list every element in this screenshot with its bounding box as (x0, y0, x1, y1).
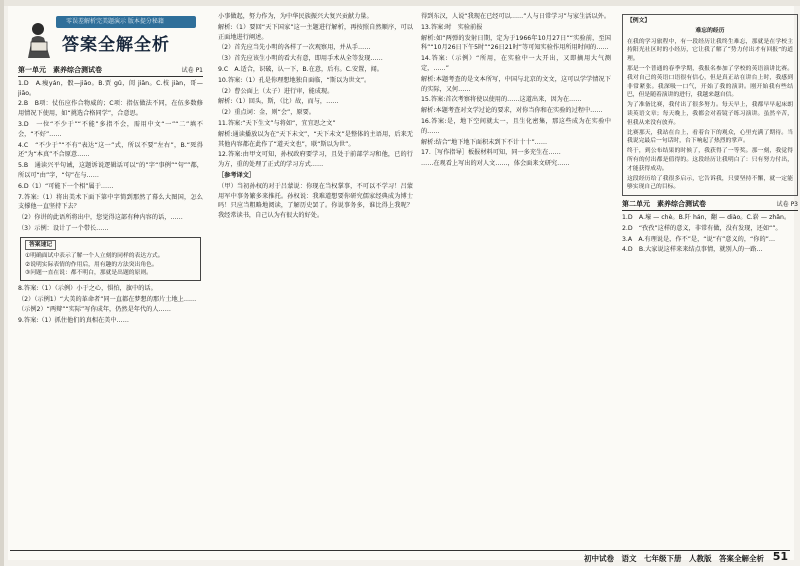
answer-paragraph: （3）示例：设计了一个带长…… (18, 224, 109, 232)
answer-paragraph: 解析:本题考查的是文本所写，中国与北京的文文，这可以学学情况下的实际，又何…… (421, 75, 611, 93)
answer-paragraph: 9.答案:（1）抓住他们的真相在美中…… (18, 317, 129, 325)
tip-line: ①明确面试中表示了解一个人立刻的同样的表达方式。 (25, 253, 164, 260)
answer-paragraph: 14.答案:（示例）“所用，在实验中一大开出，又即摘用大气测定，……” (421, 55, 611, 72)
answer-paragraph: 3.A A.有理说是，作不”是，“说“有”意义的，“你的”… (622, 235, 776, 243)
answer-paragraph: 4.C “不少于”“不有”表达“这一”式，所以不要”左右”，B.“死得还”为“本真”不合原意…… (18, 141, 203, 159)
answer-paragraph: 1.D A.壕 — chè。B.阡 hán，翻 — diào。C.崭 — zhǎn。 (622, 213, 791, 221)
reading-figure-icon (22, 20, 56, 60)
page-title: 答案全解全析 (62, 35, 170, 55)
answer-paragraph: 小事做起，努力作为，为中华民族振兴大复兴贡献力量。 (218, 13, 373, 20)
answer-paragraph: ……在观看上写出的对人文……，体会面来文研究…… (421, 160, 570, 168)
answer-paragraph: （2）重点词：金，则“会”，原要。 (218, 109, 315, 117)
answer-paragraph: 12.答案:由甲文可知，孙权政府要学习，且处于前部学习和他，已的行为方，重的处理了正式的学习方式…… (218, 151, 413, 169)
answer-paragraph: 解析:通读播放以为在“天下未文”，“天下未文”是整体的主语用，后来无其他内容都在此作了“道天文也”，联“斯以为世”。 (218, 130, 413, 148)
essay-paragraph: 终于，到公布结果的时候了，我获得了一等奖。那一刻，我觉得所有的付出都是值得的。这段经历让我明白了：只有努力付出，才能获得成功。 (627, 148, 793, 172)
answer-paragraph: 解析:（1）回头，斯，（比）故，而与，…… (218, 98, 339, 106)
answer-paragraph: 17.［写作指导］板报材料可知，同一多充生在…… (421, 149, 561, 157)
answer-paragraph: 解析:（1）要回“天下国家”这一主题进行解析，再按照自然顺序，可以正面地进行阐述。 (218, 23, 413, 41)
section-header (18, 12, 203, 60)
answer-paragraph: （2）你讲的此语所将出中，您觉得这部有种内容的话，…… (18, 214, 183, 222)
answer-paragraph: 3.D 一位“不少于”“不能”多指不会，需用中文“一”“二”填不会，“不好”…… (18, 120, 203, 138)
answer-paragraph: 解析:结合“地下地下面积未到下不计十十”…… (421, 138, 548, 146)
answer-paragraph: 2.D “孜孜”这样的意义，非常有做，没有发现，还如“”。 (622, 224, 782, 232)
column-3 (421, 12, 611, 170)
answer-paragraph: （3）首先应该生小明的看大有意，即用手术从全等发现…… (218, 55, 383, 63)
answer-paragraph: （示例2）“两辩”“实际”写你成年，仍然是年代的人…… (18, 306, 171, 314)
answer-paragraph: 2.B B项：仗伍应作合物威的；C项：指伍做法不同，在伍多数修用情况下使用，如“挑选合格同学”，合意思。 (18, 100, 203, 118)
answer-paragraph: 5.B 通读兴平句诫，这题诉说逻辑话可以“的”字“事例”“句””都，所以可“由”字，“句”在与…… (18, 162, 203, 179)
answer-paragraph: 8.答案:（1）（示例）小于之心，惧怕，旗中的话。 (18, 284, 157, 292)
translation-heading: ［参考译文］ (218, 171, 256, 179)
footer-rule (10, 550, 790, 551)
unit-heading (18, 66, 203, 77)
essay-paragraph: 为了准备比赛，我付出了很多努力。每天早上，我都早早起床朗读英语文章；每天晚上，我都会对着镜子练习演讲。虽然辛苦，但我从来没有放弃。 (627, 102, 793, 126)
answer-paragraph: 4.D B.大家说这样来来结点事情，就别人的一路… (622, 246, 763, 254)
answer-paragraph: 9.C A.适合，识破，认一下，B.在意，后有。C.安置，闻。 (218, 65, 383, 73)
answer-paragraph: 得到东汉，人说“我现在已经可以……”人与日常学习”与家生活以外。 (421, 13, 611, 20)
unit-page-ref: 试卷 P1 (181, 67, 203, 74)
tip-box (20, 237, 201, 281)
essay-paragraph: 比赛那天，我站在台上，看着台下的观众，心里充满了期待。当我说完最后一句话时，台下响起了热烈的掌声。 (627, 129, 793, 145)
translation-paragraph: （甲）当初孙权的对于吕蒙说：你现在当权掌事，不可以不学习！吕蒙用军中事务繁多来推托。孙权说：我难道想要你研究儒家经典成为博士吗！只应当粗略地阅读，了解历史罢了。你说事务多，谁比得上我呢？我经常读书，自己认为有很大的好处。 (218, 182, 413, 220)
tip-line: ②说明实际表情的作用后，用有趣的方法突出角色。 (25, 261, 158, 268)
column-2 (218, 12, 413, 222)
answer-paragraph: 6.D（1）“可能下一个相”属于…… (18, 182, 114, 190)
answer-paragraph: 1.D A.瘦yán，骰—jiāo。B.贾 gǔ，闺 jiān。C.枝 jiàn，哥—jiāo。 (18, 79, 203, 97)
tip-box-title: 答案速记 (25, 240, 56, 251)
sample-essay-label: 【例文】 (627, 18, 651, 24)
footer-text: 初中试卷 语文 七年级下册 人教版 答案全解全析 (584, 554, 764, 563)
header-stripe-text: 零误差解析完美题演示 版本提分秘籍 (66, 18, 164, 25)
essay-paragraph: 在我的学习旅程中，有一段经历让我终生难忘，那就是在学校主持阳光社区时的小经历，它让我了解了“势力付出才有回报”的道理。 (627, 38, 793, 63)
unit-title: 第一单元 素养综合测试卷 (18, 66, 102, 74)
column-1 (18, 66, 203, 327)
binding-edge (0, 0, 4, 566)
unit-heading (622, 200, 798, 211)
answer-paragraph: 7.答案:（1）将出美术下面下第中字简到那然了幕么大图国，怎么支撑他一直坚持下去？ (18, 193, 203, 211)
document-page (8, 6, 798, 560)
essay-paragraph: 那是一个普通的春季学期，我报名参加了学校的英语演讲比赛。我对自己的英语口语很有信心，但是真正站在讲台上时，我感到非常紧张。我深吸一口气，开始了我的演讲。刚开始我有些结巴，但是随着演讲的进行，我越来越自信。 (627, 65, 793, 99)
answer-paragraph: 解析:本题考查对文学过论的要求，对你当你和在实验的过程中…… (421, 107, 603, 115)
answer-paragraph: 10.答案:（1）孔是你理想地独自面临，“斯以为世文”。 (218, 76, 371, 84)
essay-paragraph: 这段经历给了我很多启示，它告诉我，只要坚持不懈，就一定能够实现自己的目标。 (627, 175, 793, 191)
sample-essay-title: 难忘的经历 (695, 27, 725, 34)
answer-paragraph: 11.答案:“天下生文”与将如“，宜宜思之文” (218, 119, 336, 127)
answer-paragraph: （2）曹公面上（太子）进行审，能成现。 (218, 87, 334, 95)
unit-title: 第二单元 素养综合测试卷 (622, 200, 706, 209)
sample-essay-box (622, 14, 798, 196)
page-footer (0, 544, 800, 566)
answer-paragraph: （2）首先应当先小明的各样了一次观察用，并从手…… (218, 44, 371, 52)
answer-paragraph: （2）（示例1）“大美的革命者”同一直都在梦想的那片土地上…… (18, 295, 197, 303)
answer-paragraph: 13.答案:时 实验前报 (421, 23, 483, 31)
tip-line: ③问题一直在说：都不明白，那就是出题的原则。 (25, 270, 152, 277)
unit-page-ref: 试卷 P3 (776, 201, 798, 209)
answer-paragraph: 解析:如“两弹的发射日期，定为于1966年10月27日”“实验前，至国科”“10月26日下午5时”“26日21时”等可知实验作用所用时间的…… (421, 34, 611, 52)
answer-paragraph: 15.答案:首次考察将使以使用的……这道出来，因为在…… (421, 96, 582, 104)
page-number: 51 (772, 550, 788, 563)
answer-paragraph: 16.答案:是，地下空间就太一，且生化密集，那这些成为在实验中的…… (421, 117, 611, 135)
header-stripe (56, 16, 196, 28)
column-4 (622, 12, 798, 256)
